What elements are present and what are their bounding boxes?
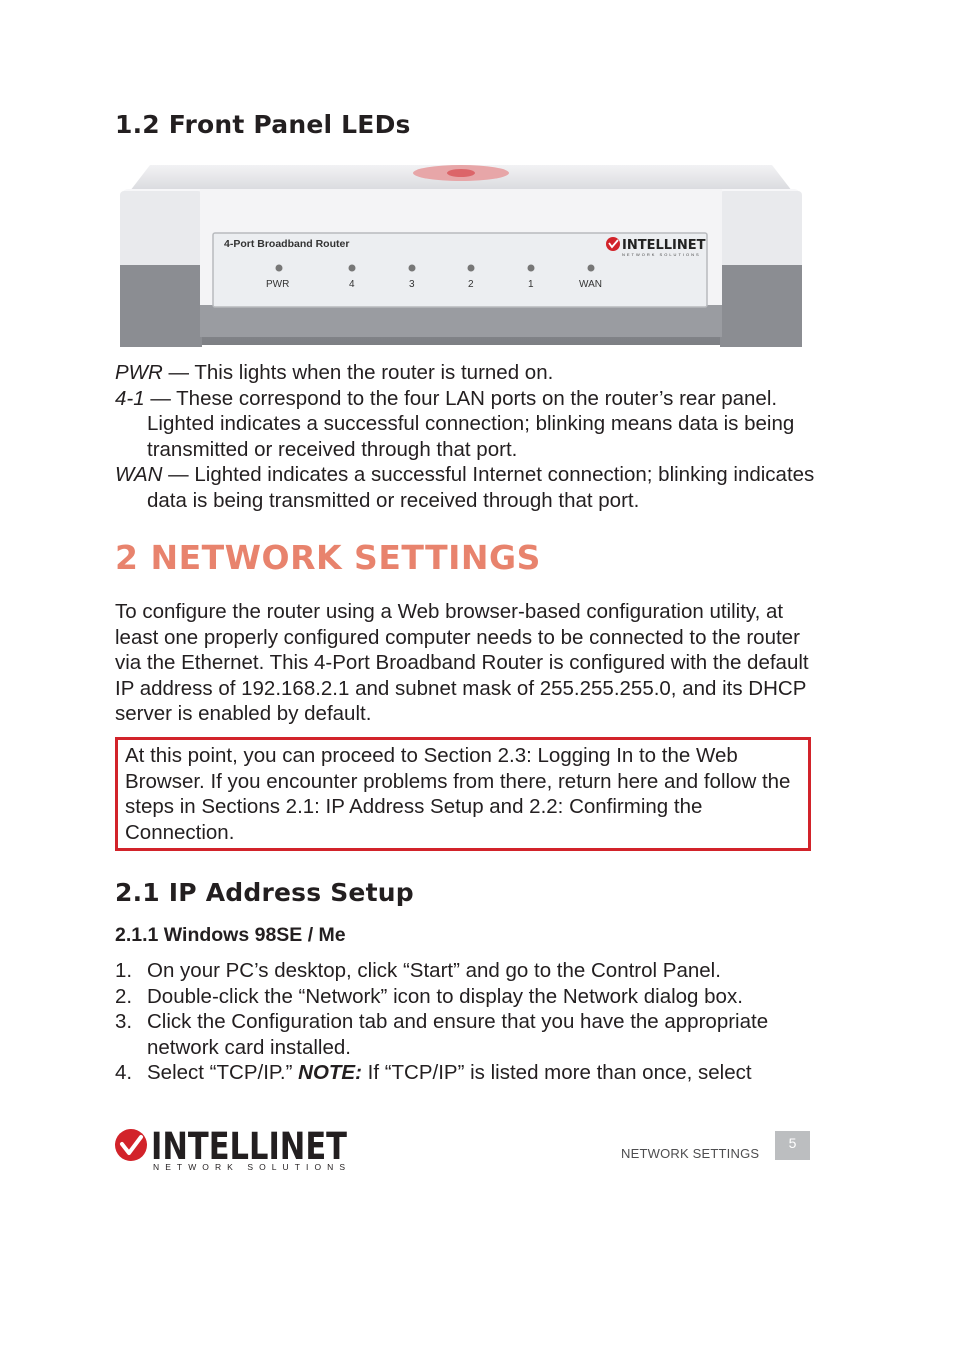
step-text: On your PC’s desktop, click “Start” and go to the Control Panel.	[147, 959, 721, 982]
list-item	[115, 984, 825, 1010]
led-label-2: 2	[468, 279, 474, 290]
led-1-indicator	[528, 265, 535, 272]
intro-text: To configure the router using a Web browser-based configuration utility, at least one properly configured computer needs to be connected to the router via the Ethernet. This 4-Port Broadband Router is configured with the default IP address of 192.168.2.1 and subnet mask of 255.255.255.0, and its DHCP server is enabled by default.	[115, 600, 809, 726]
router-front-panel-image	[120, 155, 802, 347]
led-label-3: 3	[409, 279, 415, 290]
definition-text: — Lighted indicates a successful Internet connection; blinking indicates data is being transmitted or received through that port.	[147, 463, 815, 512]
router-brand-sub: NETWORK SOLUTIONS	[622, 252, 701, 257]
steps-list	[115, 958, 825, 1086]
led-definition-pwr	[115, 360, 815, 386]
router-svg	[120, 155, 802, 347]
led-definitions	[115, 360, 815, 514]
definition-term: WAN	[115, 463, 163, 487]
step-text: Double-click the “Network” icon to display the Network dialog box.	[147, 984, 743, 1008]
chapter-intro-paragraph	[115, 599, 815, 727]
led-label-4: 4	[349, 279, 355, 290]
footer-brand-sub: NETWORK SOLUTIONS	[153, 1162, 345, 1172]
definition-text: — These correspond to the four LAN ports on the router’s rear panel. Lighted indicates a successful connection; blinking means data is being transmitted or received through that port.	[144, 386, 795, 461]
led-label-pwr: PWR	[266, 279, 290, 290]
led-2-indicator	[468, 265, 475, 272]
led-definition-lan	[115, 386, 815, 463]
step-number: 1.	[115, 959, 133, 982]
footer-section-label: NETWORK SETTINGS	[621, 1146, 760, 1161]
intellinet-logo-icon	[113, 1126, 353, 1172]
led-4-indicator	[349, 265, 356, 272]
definition-term: PWR	[115, 361, 163, 384]
section-heading-ip-address-setup: 2.1 IP Address Setup	[115, 878, 414, 907]
step-text: Click the Configuration tab and ensure that you have the appropriate network card installed.	[147, 1010, 769, 1059]
step-number: 3.	[115, 1010, 133, 1034]
chapter-heading-network-settings: 2 NETWORK SETTINGS	[115, 538, 541, 577]
step-number: 2.	[115, 984, 133, 1008]
page-number-badge: 5	[775, 1131, 810, 1160]
note-label: NOTE:	[298, 1061, 362, 1085]
led-pwr-indicator	[276, 265, 283, 272]
subsection-heading-windows-98se-me: 2.1.1 Windows 98SE / Me	[115, 924, 346, 946]
definition-term: 4-1	[115, 386, 145, 410]
led-label-1: 1	[528, 279, 534, 290]
list-item	[115, 958, 825, 984]
footer-brand-logo	[113, 1126, 353, 1172]
led-label-wan: WAN	[579, 279, 602, 290]
definition-text: — This lights when the router is turned on.	[162, 361, 554, 384]
step-text: If “TCP/IP” is listed more than once, select	[361, 1061, 752, 1085]
step-number: 4.	[115, 1061, 133, 1085]
footer-brand-name: INTELLINET	[151, 1126, 348, 1168]
led-definition-wan	[115, 462, 815, 513]
router-model-label: 4-Port Broadband Router	[224, 238, 350, 250]
led-3-indicator	[409, 265, 416, 272]
section-heading-front-panel-leds: 1.2 Front Panel LEDs	[115, 110, 411, 139]
note-box	[115, 737, 811, 851]
list-item	[115, 1060, 825, 1086]
note-text: At this point, you can proceed to Section 2.3: Logging In to the Web Browser. If you encounter problems from there, return here and follow the steps in Sections 2.1: IP Address Setup and 2.2: Confirming the Connection.	[125, 744, 791, 844]
router-brand-name: INTELLINET	[622, 238, 706, 253]
router-brand-logo-icon	[606, 237, 620, 251]
led-wan-indicator	[588, 265, 595, 272]
step-text: Select “TCP/IP.”	[147, 1061, 299, 1085]
list-item	[115, 1009, 825, 1060]
